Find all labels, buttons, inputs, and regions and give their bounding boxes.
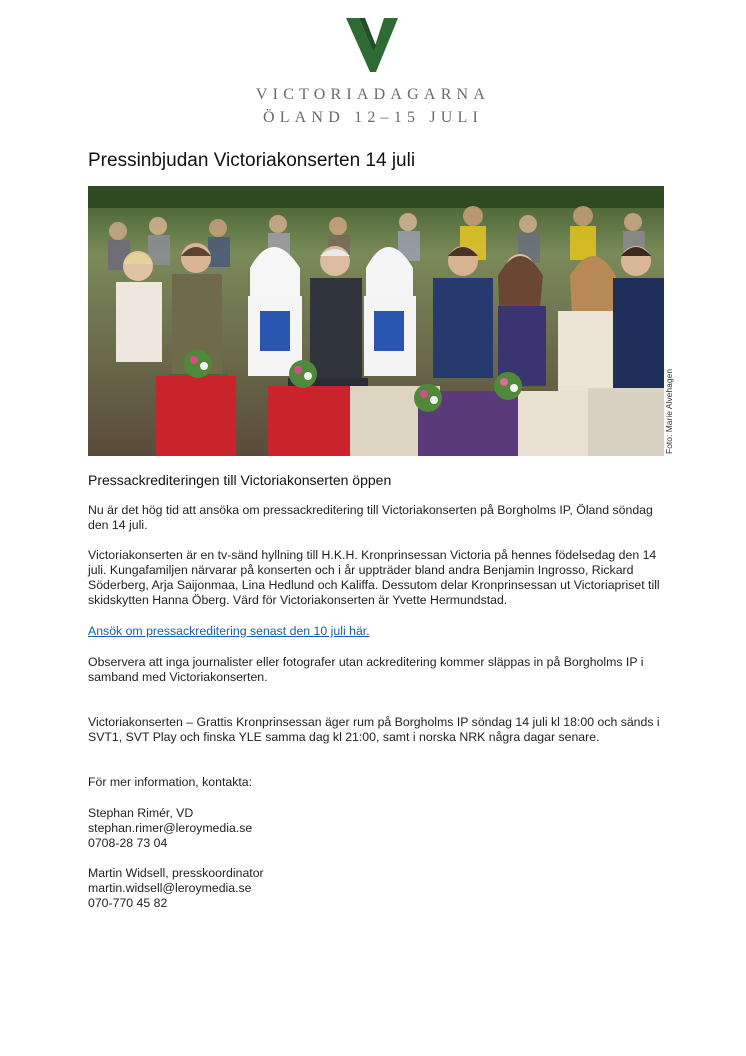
brand-name: VICTORIADAGARNA <box>255 86 491 103</box>
contact-phone: 070-770 45 82 <box>88 896 168 910</box>
contact-name: Stephan Rimér, VD <box>88 806 194 820</box>
victoriadagarna-logo-icon <box>346 18 398 72</box>
contact-block <box>88 866 668 911</box>
intro-paragraph: Nu är det hög tid att ansöka om pressackreditering till Victoriakonserten på Borgholms IP, Öland söndag den 14 juli. <box>88 503 653 532</box>
broadcast-paragraph: Victoriakonserten – Grattis Kronprinsessan äger rum på Borgholms IP söndag 14 juli kl 18:00 och sänds i SVT1, SVT Play och finska YLE samma dag kl 21:00, samt i norska NRK några dagar senare. <box>88 715 660 744</box>
page-title: Pressinbjudan Victoriakonserten 14 juli <box>88 150 416 171</box>
accreditation-link-line <box>88 624 668 639</box>
contact-block <box>88 806 668 851</box>
contact-email[interactable]: martin.widsell@leroymedia.se <box>88 881 252 895</box>
section-heading: Pressackrediteringen till Victoriakonserten öppen <box>88 472 392 488</box>
notice-paragraph: Observera att inga journalister eller fotografer utan ackreditering kommer släppas in på Borgholms IP i samband med Victoriakonserten. <box>88 655 644 684</box>
contact-email[interactable]: stephan.rimer@leroymedia.se <box>88 821 253 835</box>
brand-dates: ÖLAND 12–15 JULI <box>262 109 484 126</box>
photo-credit: Foto: Marie Alvehagen <box>664 368 674 454</box>
royal-family-photo <box>88 186 664 456</box>
accreditation-link[interactable]: Ansök om pressackreditering senast den 10 juli här. <box>88 624 370 638</box>
concert-description: Victoriakonserten är en tv-sänd hyllning till H.K.H. Kronprinsessan Victoria på hennes födelsedag den 14 juli. Kungafamiljen närvarar på konserten och i år uppträder bland andra Benjamin Ingrosso, Rickard Söderberg, Arja Saijonmaa, Lina Hedlund och Kaliffa. Dessutom delar Kronprinsessan ut Victoriapriset till skidskytten Hanna Öberg. Värd för Victoriakonserten är Yvette Hermundstad. <box>88 548 660 607</box>
contact-name: Martin Widsell, presskoordinator <box>88 866 264 880</box>
contact-intro: För mer information, kontakta: <box>88 775 253 789</box>
contact-phone: 0708-28 73 04 <box>88 836 168 850</box>
